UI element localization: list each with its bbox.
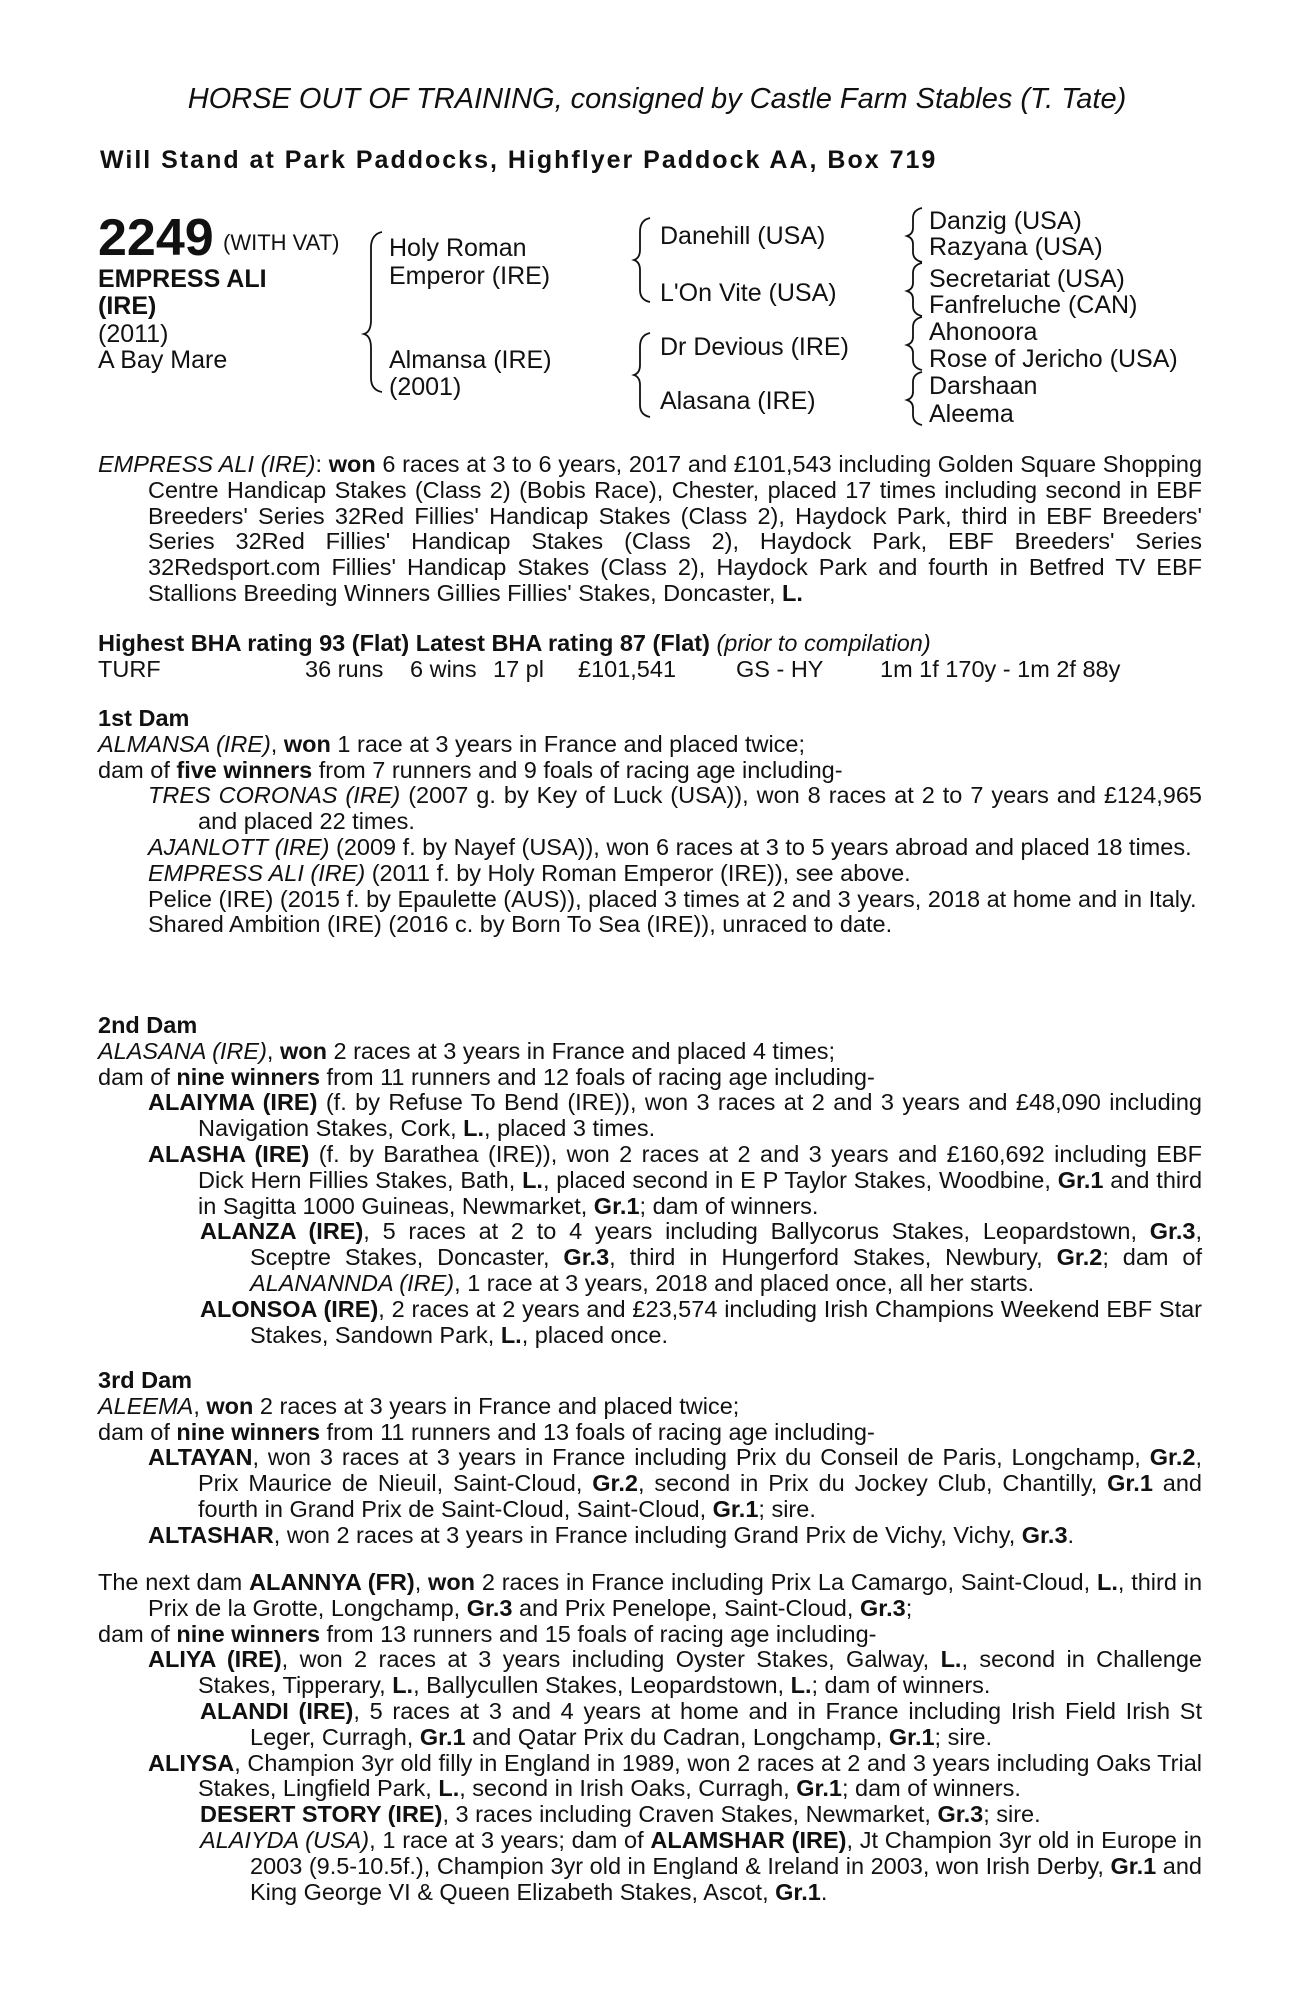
offspring-name: ALONSOA (IRE): [200, 1295, 379, 1322]
list-item: ALASHA (IRE) (f. by Barathea (IRE)), won 2 races at 2 and 3 years and £160,692 including EBF Dick Hern Fillies Stakes, Bath, L., placed second in E P Taylor Stakes, Woodbine, Gr.1 and third in Sagitta 1000 Guineas, Newmarket, Gr.1; dam of winners.: [148, 1140, 1203, 1219]
second-dam-record: 2 races at 3 years in France and placed 4 times;: [326, 1037, 836, 1064]
first-dam-section: 1st Dam ALMANSA (IRE), won 1 race at 3 years in France and placed twice; dam of five winners from 7 runners and 9 foals of racing age including- TRES CORONAS (IRE) (2007 g. by Key of Luck (USA)), won 8 races at 2 to 7 years and £124,965 and placed 22 times. AJANLOTT (IRE) (2009 f. by Nayef (USA)), won 6 races at 3 to 5 years abroad and placed 18 times. EMPRESS ALI (IRE) (2011 f. by Holy Roman Emperor (IRE)), see above. Pelice (IRE) (2015 f. by Epaulette (AUS)), placed 3 times at 2 and 3 years, 2018 at home and in Italy. Shared Ambition (IRE) (2016 c. by Born To Sea (IRE)), unraced to date.: [98, 705, 1202, 938]
horse-year: (2011): [98, 320, 169, 348]
first-dam-record: 1 race at 3 years in France and placed twice;: [330, 730, 806, 757]
pedigree-dam-year: (2001): [389, 373, 462, 401]
second-dam-produce-a: dam of: [98, 1063, 177, 1090]
list-item: [98, 783, 1202, 835]
horse-description: A Bay Mare: [98, 346, 228, 374]
offspring-text: (2007 g. by Key of Luck (USA)), won 8 races at 2 to 7 years and £124,965 and placed 22 times.: [198, 782, 1202, 835]
turf-distance: 1m 1f 170y - 1m 2f 88y: [880, 656, 1121, 682]
second-dam-section: 2nd Dam ALASANA (IRE), won 2 races at 3 years in France and placed 4 times; dam of nine winners from 11 runners and 12 foals of racing age including- ALAIYMA (IRE) (f. by Refuse To Bend (IRE)), won 3 races at 2 and 3 years and £48,090 including Navigation Stakes, Cork, L., placed 3 times. ALASHA (IRE) (f. by Barathea (IRE)), won 2 races at 2 and 3 years and £160,692 including EBF Dick Hern Fillies Stakes, Bath, L., placed second in E P Taylor Stakes, Woodbine, Gr.1 and third in Sagitta 1000 Guineas, Newmarket, Gr.1; dam of winners. ALANZA (IRE), 5 races at 2 to 4 years including Ballycorus Stakes, Leopardstown, Gr.3, Sceptre Stakes, Doncaster, Gr.3, third in Hungerford Stakes, Newbury, Gr.2; dam of ALANANNDA (IRE), 1 race at 3 years, 2018 and placed once, all her starts. ALONSOA (IRE), 2 races at 2 years and £23,574 including Irish Champions Weekend EBF Star Stakes, Sandown Park, L., placed once.: [98, 1012, 1203, 1348]
list-item: ALANZA (IRE), 5 races at 2 to 4 years including Ballycorus Stakes, Leopardstown, Gr.3, Sceptre Stakes, Doncaster, Gr.3, third in Hungerford Stakes, Newbury, Gr.2; dam of ALANANNDA (IRE), 1 race at 3 years, 2018 and placed once, all her starts.: [200, 1218, 1202, 1296]
pedigree-sire-line2: Emperor (IRE): [389, 262, 551, 290]
offspring-name: ALANDI (IRE): [200, 1697, 354, 1724]
first-dam-winners: five winners: [176, 756, 313, 783]
offspring-name: ALAIYDA (USA): [200, 1826, 370, 1853]
rating-line: [98, 630, 931, 657]
offspring-name: ALIYA (IRE): [148, 1646, 282, 1673]
first-dam-produce-a: dam of: [98, 756, 177, 783]
list-item: ALIYSA, Champion 3yr old filly in England in 1989, won 2 races at 2 and 3 years including Oaks Trial Stakes, Lingfield Park, L., second in Irish Oaks, Curragh, Gr.1; dam of winners.: [148, 1749, 1202, 1802]
rating-bold: Highest BHA rating 93 (Flat) Latest BHA rating 87 (Flat): [98, 630, 710, 656]
list-item: ALIYA (IRE), won 2 races at 3 years including Oyster Stakes, Galway, L., second in Challenge Stakes, Tipperary, L., Ballycullen Stakes, Leopardstown, L.; dam of winners.: [148, 1646, 1202, 1699]
offspring-name: EMPRESS ALI (IRE): [148, 859, 366, 886]
offspring-name: ALAIYMA (IRE): [148, 1089, 318, 1116]
list-item: ALAIYDA (USA), 1 race at 3 years; dam of ALAMSHAR (IRE), Jt Champion 3yr old in Europe in 2003 (9.5-10.5f.), Champion 3yr old in England & Ireland in 2003, won Irish Derby, Gr.1 and King George VI & Queen Elizabeth Stakes, Ascot, Gr.1.: [200, 1826, 1202, 1905]
turf-prize: £101,541: [578, 656, 677, 682]
pedigree-g3-4: Fanfreluche (CAN): [929, 291, 1138, 319]
first-dam-heading: 1st Dam: [98, 705, 190, 731]
offspring-text: (2011 f. by Holy Roman Emperor (IRE)), see above.: [365, 859, 911, 886]
first-dam-name: ALMANSA (IRE): [98, 730, 271, 757]
pedigree-sire-dam: L'On Vite (USA): [660, 279, 837, 307]
summary-text: 6 races at 3 to 6 years, 2017 and £101,543 including Golden Square Shopping Centre Handicap Stakes (Class 2) (Bobis Race), Chester, placed 17 times including second in EBF Breeders' Series 32Red Fillies' Handicap Stakes (Class 2), Haydock Park, third in EBF Breeders' Series 32Red Fillies' Handicap Stakes (Class 2), Haydock Park, EBF Breeders' Series 32Redsport.com Fillies' Handicap Stakes (Class 2), Haydock Park and fourth in Betfred TV EBF Stallions Breeding Winners Gillies Fillies' Stakes, Doncaster,: [148, 451, 1203, 606]
pedigree-g3-3: Secretariat (USA): [929, 265, 1125, 293]
offspring-name: ALASHA (IRE): [148, 1140, 310, 1167]
first-dam-produce-c: from 7 runners and 9 foals of racing age including-: [312, 756, 843, 783]
summary-won: won: [328, 451, 376, 477]
first-dam-won: won: [283, 730, 331, 757]
second-dam-winners: nine winners: [176, 1063, 321, 1090]
fourth-dam-section: The next dam ALANNYA (FR), won 2 races in France including Prix La Camargo, Saint-Cloud, L., third in Prix de la Grotte, Longchamp, Gr.3 and Prix Penelope, Saint-Cloud, Gr.3; dam of nine winners from 13 runners and 15 foals of racing age including- ALIYA (IRE), won 2 races at 3 years including Oyster Stakes, Galway, L., second in Challenge Stakes, Tipperary, L., Ballycullen Stakes, Leopardstown, L.; dam of winners. ALANDI (IRE), 5 races at 3 and 4 years at home and in France including Irish Field Irish St Leger, Curragh, Gr.1 and Qatar Prix du Cadran, Longchamp, Gr.1; sire. ALIYSA, Champion 3yr old filly in England in 1989, won 2 races at 2 and 3 years including Oaks Trial Stakes, Lingfield Park, L., second in Irish Oaks, Curragh, Gr.1; dam of winners. DESERT STORY (IRE), 3 races including Craven Stakes, Newmarket, Gr.3; sire. ALAIYDA (USA), 1 race at 3 years; dam of ALAMSHAR (IRE), Jt Champion 3yr old in Europe in 2003 (9.5-10.5f.), Champion 3yr old in England & Ireland in 2003, won Irish Derby, Gr.1 and King George VI & Queen Elizabeth Stakes, Ascot, Gr.1.: [98, 1569, 1203, 1905]
offspring-name: DESERT STORY (IRE): [200, 1801, 443, 1828]
pedigree-dam-sire: Dr Devious (IRE): [660, 333, 849, 361]
summary-listed: L.: [782, 579, 803, 606]
turf-wins: 6 wins: [410, 656, 477, 682]
rating-note: (prior to compilation): [716, 630, 931, 656]
third-dam-name: ALEEMA: [98, 1392, 194, 1419]
fourth-dam-winners: nine winners: [176, 1620, 321, 1647]
pedigree-g3-8: Aleema: [929, 400, 1014, 428]
pedigree-g3-1: Danzig (USA): [929, 207, 1082, 235]
pedigree-dam-dam: Alasana (IRE): [660, 387, 816, 415]
list-item: ALANDI (IRE), 5 races at 3 and 4 years at home and in France including Irish Field Irish St Leger, Curragh, Gr.1 and Qatar Prix du Cadran, Longchamp, Gr.1; sire.: [200, 1697, 1202, 1750]
list-item: ALTAYAN, won 3 races at 3 years in France including Prix du Conseil de Paris, Longchamp, Gr.2, Prix Maurice de Nieuil, Saint-Cloud, Gr.2, second in Prix du Jockey Club, Chantilly, Gr.1 and fourth in Grand Prix de Saint-Cloud, Saint-Cloud, Gr.1; sire.: [148, 1444, 1202, 1522]
third-dam-heading: 3rd Dam: [98, 1367, 193, 1393]
pedigree-brackets: [0, 0, 1314, 440]
pedigree-sire-sire: Danehill (USA): [660, 222, 826, 250]
turf-record: [0, 656, 1314, 684]
pedigree-g3-7: Darshaan: [929, 372, 1038, 400]
list-item: [98, 835, 1202, 861]
summary-horse-name: EMPRESS ALI (IRE): [98, 451, 316, 477]
offspring-name: TRES CORONAS (IRE): [148, 782, 401, 809]
offspring-name: AJANLOTT (IRE): [148, 833, 330, 860]
turf-going: GS - HY: [736, 656, 824, 682]
turf-placed: 17 pl: [493, 656, 544, 682]
pedigree-g3-5: Ahonoora: [929, 318, 1038, 346]
third-dam-record: 2 races at 3 years in France and placed twice;: [253, 1392, 740, 1419]
offspring-name: ALTASHAR: [148, 1521, 274, 1548]
pedigree-g3-6: Rose of Jericho (USA): [929, 345, 1178, 373]
catalogue-title: HORSE OUT OF TRAINING, consigned by Castle Farm Stables (T. Tate): [187, 83, 1127, 115]
offspring-name: ALANZA (IRE): [200, 1218, 364, 1245]
second-dam-won: won: [279, 1037, 327, 1064]
turf-runs: 36 runs: [305, 656, 384, 682]
third-dam-section: 3rd Dam ALEEMA, won 2 races at 3 years in France and placed twice; dam of nine winners from 11 runners and 13 foals of racing age including- ALTAYAN, won 3 races at 3 years in France including Prix du Conseil de Paris, Longchamp, Gr.2, Prix Maurice de Nieuil, Saint-Cloud, Gr.2, second in Prix du Jockey Club, Chantilly, Gr.1 and fourth in Grand Prix de Saint-Cloud, Saint-Cloud, Gr.1; sire. ALTASHAR, won 2 races at 3 years in France including Grand Prix de Vichy, Vichy, Gr.3.: [98, 1367, 1202, 1548]
stand-location: Will Stand at Park Paddocks, Highflyer Paddock AA, Box 719: [100, 146, 938, 174]
fourth-dam-name: ALANNYA (FR): [249, 1569, 415, 1595]
horse-name-country: (IRE): [98, 292, 157, 320]
race-summary: EMPRESS ALI (IRE): won 6 races at 3 to 6 years, 2017 and £101,543 including Golden Square Shopping Centre Handicap Stakes (Class 2) (Bobis Race), Chester, placed 17 times including second in EBF Breeders' Series 32Red Fillies' Handicap Stakes (Class 2), Haydock Park, third in EBF Breeders' Series 32Red Fillies' Handicap Stakes (Class 2), Haydock Park, EBF Breeders' Series 32Redsport.com Fillies' Handicap Stakes (Class 2), Haydock Park and fourth in Betfred TV EBF Stallions Breeding Winners Gillies Fillies' Stakes, Doncaster, L.: [98, 451, 1203, 606]
horse-name: EMPRESS ALI: [98, 265, 267, 293]
lot-number: 2249: [98, 209, 214, 267]
turf-surface: TURF: [98, 656, 161, 682]
offspring-text: (2009 f. by Nayef (USA)), won 6 races at 3 to 5 years abroad and placed 18 times.: [329, 833, 1192, 860]
list-item: Pelice (IRE) (2015 f. by Epaulette (AUS)), placed 3 times at 2 and 3 years, 2018 at home and in Italy.: [148, 885, 1197, 912]
list-item: DESERT STORY (IRE), 3 races including Craven Stakes, Newmarket, Gr.3; sire.: [200, 1801, 1041, 1828]
list-item: ALAIYMA (IRE) (f. by Refuse To Bend (IRE)), won 3 races at 2 and 3 years and £48,090 including Navigation Stakes, Cork, L., placed 3 times.: [148, 1089, 1203, 1142]
offspring-name: ALIYSA: [148, 1749, 235, 1776]
second-dam-produce-c: from 11 runners and 12 foals of racing age including-: [320, 1063, 875, 1090]
third-dam-winners: nine winners: [176, 1418, 321, 1445]
pedigree-dam: Almansa (IRE): [389, 346, 552, 374]
list-item: ALONSOA (IRE), 2 races at 2 years and £23,574 including Irish Champions Weekend EBF Star Stakes, Sandown Park, L., placed once.: [200, 1295, 1202, 1348]
second-dam-heading: 2nd Dam: [98, 1012, 198, 1038]
vat-note: (WITH VAT): [223, 230, 340, 255]
list-item: ALTASHAR, won 2 races at 3 years in France including Grand Prix de Vichy, Vichy, Gr.3.: [148, 1521, 1075, 1548]
third-dam-won: won: [206, 1392, 254, 1419]
offspring-name: ALTAYAN: [148, 1444, 253, 1471]
pedigree-sire: Holy Roman: [389, 234, 527, 262]
list-item: [98, 861, 1202, 887]
list-item: Shared Ambition (IRE) (2016 c. by Born To Sea (IRE)), unraced to date.: [148, 911, 893, 938]
second-dam-name: ALASANA (IRE): [98, 1037, 267, 1064]
pedigree-g3-2: Razyana (USA): [929, 233, 1103, 261]
